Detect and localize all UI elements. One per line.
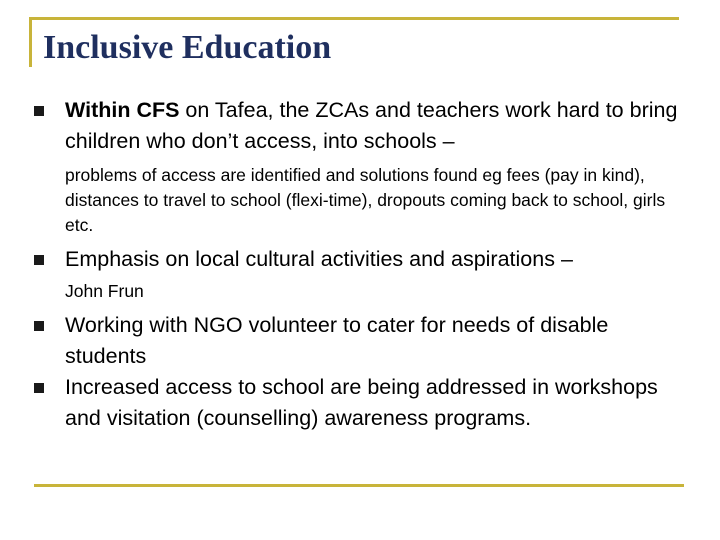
square-bullet-icon (34, 383, 44, 393)
bullet-item-3 (34, 310, 689, 372)
bullet-main-text: Working with NGO volunteer to cater for needs of disable students (65, 313, 609, 368)
bullet-sub-text: John Frun (65, 281, 144, 301)
bullet-bold-lead: Within CFS (65, 98, 180, 122)
square-bullet-icon (34, 255, 44, 265)
title-frame-left-rule (29, 17, 32, 67)
bullet-sub-text: problems of access are identified and solutions found eg fees (pay in kind), distances to travel to school (flexi-time), dropouts coming back to school, girls etc. (65, 165, 666, 235)
bullet-item-2 (34, 244, 689, 304)
bullet-item-4 (34, 372, 689, 434)
bottom-rule (34, 484, 684, 487)
bullet-main-text: on Tafea, the ZCAs and teachers work hard to bring children who don’t access, into schools – (65, 98, 678, 153)
bullet-list (34, 95, 689, 434)
bullet-main-text: Emphasis on local cultural activities and aspirations – (65, 247, 573, 271)
slide-title: Inclusive Education (43, 29, 332, 66)
bullet-main-text: Increased access to school are being addressed in workshops and visitation (counselling) awareness programs. (65, 375, 658, 430)
bullet-item-1 (34, 95, 689, 238)
square-bullet-icon (34, 106, 44, 116)
square-bullet-icon (34, 321, 44, 331)
title-frame-top-rule (29, 17, 679, 20)
bullet-text (65, 95, 689, 157)
